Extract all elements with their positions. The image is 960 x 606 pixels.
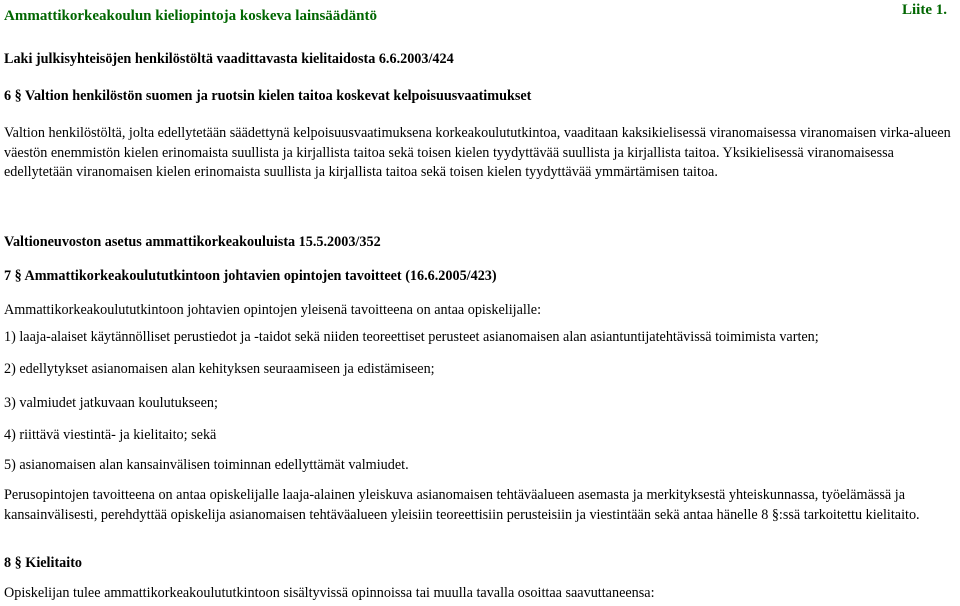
- decree-heading: Valtioneuvoston asetus ammattikorkeakouluista 15.5.2003/352: [4, 234, 381, 250]
- attachment-label: Liite 1.: [902, 2, 947, 18]
- section-6-heading: 6 § Valtion henkilöstön suomen ja ruotsin kielen taitoa koskevat kelpoisuusvaatimukset: [4, 88, 532, 104]
- section-6-paragraph: Valtion henkilöstöltä, jolta edellytetään säädettynä kelpoisuusvaatimuksena korkeakoulututkintoa, vaaditaan kaksikielisessä viranomaisessa viranomaisen virka-alueen väestön enemmistön kielen erinomaista suullista ja kirjallista taitoa sekä toisen kielen tyydyttävää suullista ja kirjallista taitoa. Yksikielisessä viranomaisessa edellytetään viranomaisen kielen erinomaista suullista ja kirjallista taitoa sekä toisen kielen tyydyttävää ymmärtämisen taitoa.: [4, 125, 951, 180]
- section-8-heading: 8 § Kielitaito: [4, 555, 83, 571]
- law-heading: Laki julkisyhteisöjen henkilöstöltä vaadittavasta kielitaidosta 6.6.2003/424: [4, 51, 454, 67]
- list-item: 3) valmiudet jatkuvaan koulutukseen;: [4, 395, 218, 411]
- list-item: 4) riittävä viestintä- ja kielitaito; sekä: [4, 427, 217, 443]
- list-item: 2) edellytykset asianomaisen alan kehityksen seuraamiseen ja edistämiseen;: [4, 361, 435, 377]
- document-title: Ammattikorkeakoulun kieliopintoja koskeva lainsäädäntö: [4, 8, 377, 24]
- section-8-paragraph: Opiskelijan tulee ammattikorkeakoulututkintoon sisältyvissä opinnoissa tai muulla tavalla osoittaa saavuttaneensa:: [4, 585, 655, 601]
- list-item: 1) laaja-alaiset käytännölliset perustiedot ja -taidot sekä niiden teoreettiset perusteet asianomaisen alan asiantuntijatehtävissä toimimista varten;: [4, 329, 819, 345]
- basic-studies-paragraph: Perusopintojen tavoitteena on antaa opiskelijalle laaja-alainen yleiskuva asianomaisen tehtäväalueen asemasta ja merkityksestä yhteiskunnassa, työelämässä ja kansainvälisesti, perehdyttää opiskelija asianomaisen tehtäväalueen yleisiin teoreettisiin perusteisiin ja viestintään sekä antaa hänelle 8 §:ssä tarkoitettu kielitaito.: [4, 487, 920, 523]
- section-7-intro: Ammattikorkeakoulututkintoon johtavien opintojen yleisenä tavoitteena on antaa opiskelijalle:: [4, 302, 542, 318]
- list-item: 5) asianomaisen alan kansainvälisen toiminnan edellyttämät valmiudet.: [4, 457, 409, 473]
- section-7-heading: 7 § Ammattikorkeakoulututkintoon johtavien opintojen tavoitteet (16.6.2005/423): [4, 268, 497, 284]
